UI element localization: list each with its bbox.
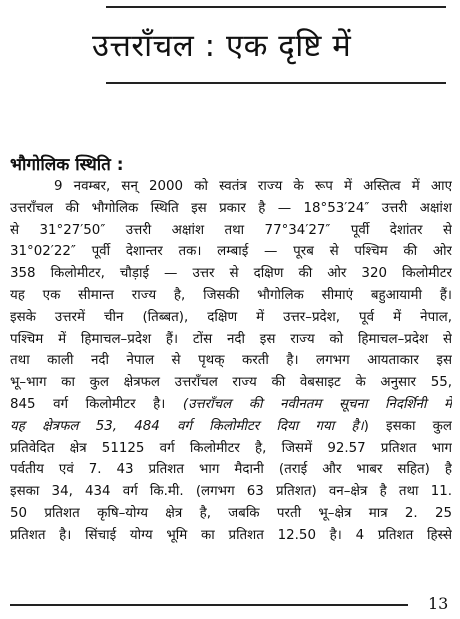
body-line-text: इसका 34, 434 वर्ग कि.मी. (लगभग 63 प्रतिशत) वन–क्षेत्र है तथा 11. xyxy=(10,484,452,500)
body-line-text: पश्चिम में हिमाचल–प्रदेश हैं। टोंस नदी इस राज्य को हिमाचल–प्रदेश से xyxy=(10,331,452,347)
body-line xyxy=(10,481,452,503)
body-line-text: ) इसका कुल xyxy=(363,418,452,434)
body-line xyxy=(10,459,452,481)
body-line-italic-note: यह क्षेत्रफल 53, 484 वर्ग किलोमीटर दिया गया है। xyxy=(10,418,364,434)
header-bottom-rule xyxy=(106,82,446,84)
body-line xyxy=(10,329,452,351)
body-line-text: 31°02′22″ पूर्वी देशान्तर तक। लम्बाई — पूरब से पश्चिम की ओर xyxy=(10,244,452,260)
body-line-text: यह एक सीमान्त राज्य है, जिसकी भौगोलिक सीमाएं बहुआयामी हैं। xyxy=(10,287,452,303)
body-line-text: प्रतिवेदित क्षेत्र 51125 वर्ग किलोमीटर है, जिसमें 92.57 प्रतिशत भाग xyxy=(10,440,452,456)
footer-rule xyxy=(10,604,408,606)
chapter-title: उत्तराँचल : एक दृष्टि में xyxy=(92,28,352,64)
body-line-text: भू–भाग का कुल क्षेत्रफल उत्तराँचल राज्य की वेबसाइट के अनुसार 55, xyxy=(10,375,452,391)
body-line-text: 9 नवम्बर, सन् 2000 को स्वतंत्र राज्य के रूप में अस्तित्व में आए xyxy=(54,179,452,194)
body-line xyxy=(10,307,452,329)
body-line xyxy=(10,503,452,525)
body-line xyxy=(10,438,452,460)
body-line-text: से 31°27′50″ उत्तरी अक्षांश तथा 77°34′27″ पूर्वी देशांतर से xyxy=(10,222,452,238)
body-line xyxy=(10,198,452,220)
body-line xyxy=(10,263,452,285)
body-line-text: 845 वर्ग किलोमीटर है। xyxy=(10,396,183,412)
body-line-text: 358 किलोमीटर, चौड़ाई — उत्तर से दक्षिण की ओर 320 किलोमीटर xyxy=(10,266,452,282)
body-line-text: प्रतिशत है। सिंचाई योग्य भूमि का प्रतिशत 12.50 है। 4 प्रतिशत हिस्से xyxy=(10,527,452,543)
body-line-italic-note: (उत्तराँचल की नवीनतम सूचना निदर्शिनी में xyxy=(182,396,452,412)
body-line xyxy=(10,350,452,372)
body-line xyxy=(10,416,452,438)
section-heading: भौगोलिक स्थिति : xyxy=(10,155,124,175)
body-line xyxy=(10,176,452,198)
body-line xyxy=(10,525,452,547)
body-line xyxy=(10,220,452,242)
body-line xyxy=(10,372,452,394)
body-line-text: तथा काली नदी नेपाल से पृथक् करती है। लगभग आयताकार इस xyxy=(10,353,452,369)
body-line xyxy=(10,241,452,263)
body-line-text: इसके उत्तरमें चीन (तिब्बत), दक्षिण में उत्तर–प्रदेश, पूर्व में नेपाल, xyxy=(10,309,452,325)
page-number: 13 xyxy=(428,594,449,613)
body-line xyxy=(10,394,452,416)
body-paragraph xyxy=(10,176,452,547)
body-line-text: 50 प्रतिशत कृषि–योग्य क्षेत्र है, जबकि परती भू–क्षेत्र मात्र 2. 25 xyxy=(10,505,452,521)
body-line xyxy=(10,285,452,307)
header-top-rule xyxy=(106,6,446,8)
body-line-text: उत्तराँचल की भौगोलिक स्थिति इस प्रकार है — 18°53′24″ उत्तरी अक्षांश xyxy=(10,200,452,216)
body-line-text: पर्वतीय एवं 7. 43 प्रतिशत भाग मैदानी (तराई और भाबर सहित) है xyxy=(10,462,452,478)
